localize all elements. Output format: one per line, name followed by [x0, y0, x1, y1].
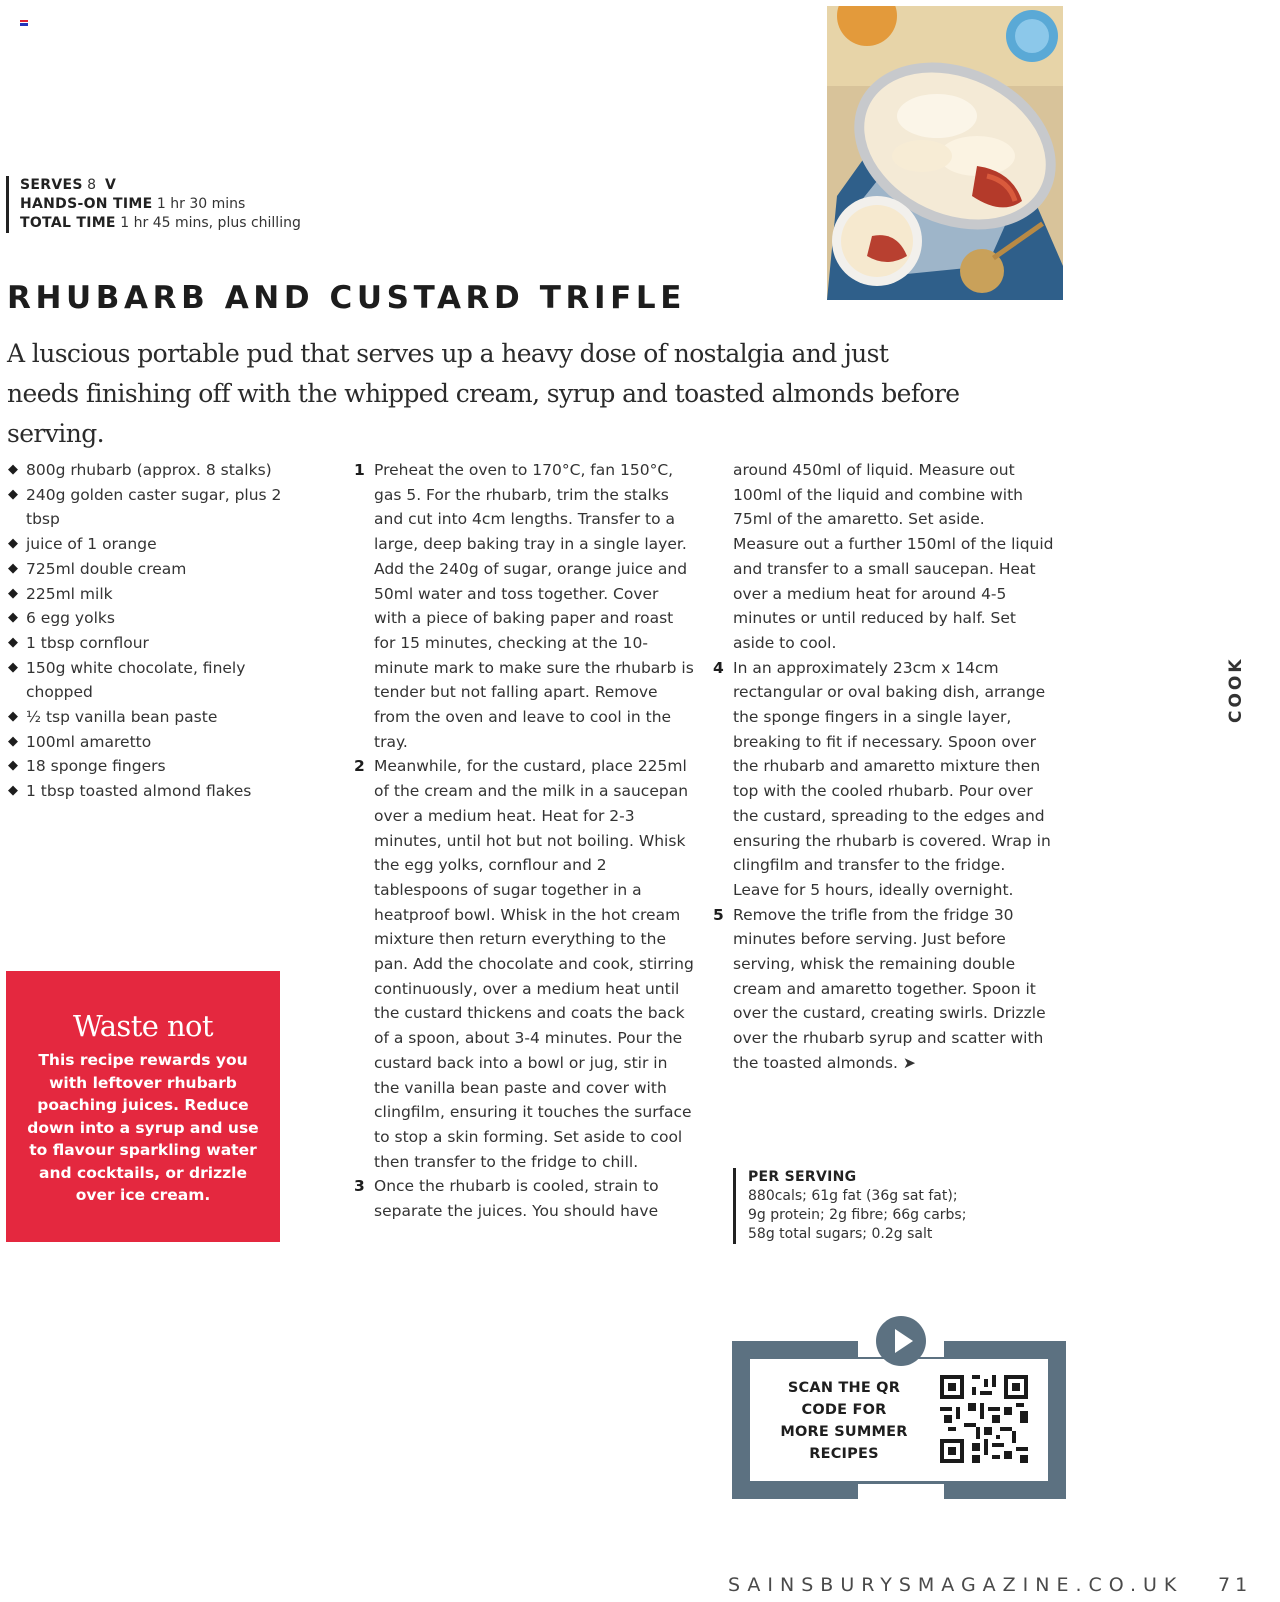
serves-label: SERVES: [20, 177, 83, 193]
ingredients-list: [6, 458, 306, 804]
list-item: ◆ 150g white chocolate, finely chopped: [6, 656, 306, 705]
hands-on-value: 1 hr 30 mins: [156, 196, 246, 212]
list-item: ◆ 1 tbsp cornflour: [6, 631, 306, 656]
list-item: ◆ 240g golden caster sugar, plus 2 tbsp: [6, 483, 306, 532]
arrow-right-icon: ➤: [902, 1053, 916, 1072]
method-step-2: 2 Meanwhile, for the custard, place 225ml of the cream and the milk in a saucepan over a medium heat. Heat for 2-3 minutes, until hot but not boiling. Whisk the egg yolks, cornflour and 2 tablespoons of sugar together in a heatproof bowl. Whisk in the hot cream mixture then return everything to the pan. Add the chocolate and cook, stirring continuously, over a medium heat until the custard thickens and coats the back of a spoon, about 3-4 minutes. Pour the custard back into a bowl or jug, stir in the vanilla bean paste and cover with clingfilm, ensuring it touches the surface to stop a skin forming. Set aside to cool then transfer to the fridge to chill.: [374, 754, 694, 1174]
diamond-bullet-icon: ◆: [8, 709, 18, 725]
list-item: ◆ ½ tsp vanilla bean paste: [6, 705, 306, 730]
total-time-value: 1 hr 45 mins, plus chilling: [120, 215, 301, 231]
vegetarian-mark: V: [105, 177, 117, 193]
page-number: 71: [1218, 1574, 1253, 1596]
diamond-bullet-icon: ◆: [8, 486, 18, 502]
diamond-bullet-icon: ◆: [8, 610, 18, 626]
diamond-bullet-icon: ◆: [8, 462, 18, 477]
list-item: ◆ 18 sponge fingers: [6, 754, 306, 779]
diamond-bullet-icon: ◆: [8, 560, 18, 576]
method-column-1: [354, 458, 694, 1224]
hands-on-label: HANDS-ON TIME: [20, 196, 153, 212]
nutrition-line: 58g total sugars; 0.2g salt: [748, 1226, 933, 1242]
footer-website: SAINSBURYSMAGAZINE.CO.UK: [728, 1574, 1184, 1596]
step-number: 3: [354, 1177, 365, 1196]
step-number: 2: [354, 757, 365, 776]
diamond-bullet-icon: ◆: [8, 536, 18, 552]
step-number: 5: [713, 905, 724, 924]
list-item: ◆ 725ml double cream: [6, 557, 306, 582]
nutrition-label: PER SERVING: [748, 1169, 857, 1185]
recipe-intro: A luscious portable pud that serves up a heavy dose of nostalgia and just needs finishing off with the whipped cream, syrup and toasted almonds before serving.: [7, 339, 960, 448]
nutrition-line: 9g protein; 2g fibre; 66g carbs;: [748, 1207, 967, 1223]
diamond-bullet-icon: ◆: [8, 585, 18, 601]
list-item: ◆ 100ml amaretto: [6, 730, 306, 755]
frame-gap: [858, 1484, 944, 1504]
method-column-2: [713, 458, 1055, 1076]
method-step-3-continued: around 450ml of liquid. Measure out 100ml of the liquid and combine with 75ml of the amaretto. Set aside. Measure out a further 150ml of the liquid and transfer to a small saucepan. Heat over a medium heat for around 4-5 minutes or until reduced by half. Set aside to cool.: [733, 461, 1054, 652]
section-label: COOK: [1226, 656, 1246, 723]
diamond-bullet-icon: ◆: [8, 733, 18, 749]
waste-not-box: [6, 971, 280, 1242]
list-item: ◆ 1 tbsp toasted almond flakes: [6, 779, 306, 804]
qr-code[interactable]: [940, 1375, 1028, 1463]
step-number: 4: [713, 658, 724, 677]
serves-value: 8: [87, 177, 97, 193]
qr-promo-text: SCAN THE QR CODE FOR MORE SUMMER RECIPES: [780, 1380, 908, 1462]
recipe-meta: [6, 176, 301, 233]
trifle-photo: [827, 6, 1063, 300]
list-item: ◆ 225ml milk: [6, 582, 306, 607]
recipe-title: RHUBARB AND CUSTARD TRIFLE: [7, 280, 686, 316]
list-item: ◆ juice of 1 orange: [6, 532, 306, 557]
diamond-bullet-icon: ◆: [8, 758, 18, 774]
diamond-bullet-icon: ◆: [8, 783, 18, 799]
flag-icon: [20, 20, 28, 26]
total-time-label: TOTAL TIME: [20, 215, 116, 231]
diamond-bullet-icon: ◆: [8, 634, 18, 650]
waste-not-heading: Waste not: [73, 1009, 213, 1043]
method-step-4: 4 In an approximately 23cm x 14cm rectangular or oval baking dish, arrange the sponge fingers in a single layer, breaking to fit if necessary. Spoon over the rhubarb and amaretto mixture then top with the cooled rhubarb. Pour over the custard, spreading to the edges and ensuring the rhubarb is covered. Wrap in clingfilm and transfer to the fridge. Leave for 5 hours, ideally overnight.: [733, 656, 1055, 903]
method-step-3: 3 Once the rhubarb is cooled, strain to separate the juices. You should have: [374, 1174, 694, 1223]
list-item: ◆ 6 egg yolks: [6, 606, 306, 631]
nutrition-info: [733, 1168, 966, 1244]
method-step-5: 5 Remove the trifle from the fridge 30 minutes before serving. Just before serving, whisk the remaining double cream and amaretto together. Spoon it over the custard, creating swirls. Drizzle over the rhubarb syrup and scatter with the toasted almonds. ➤: [733, 903, 1055, 1076]
step-number: 1: [354, 461, 365, 479]
method-step-1: 1 Preheat the oven to 170°C, fan 150°C, gas 5. For the rhubarb, trim the stalks and cut into 4cm lengths. Transfer to a large, deep baking tray in a single layer. Add the 240g of sugar, orange juice and 50ml water and toss together. Cover with a piece of baking paper and roast for 15 minutes, checking at the 10-minute mark to make sure the rhubarb is tender but not falling apart. Remove from the oven and leave to cool in the tray.: [374, 458, 694, 754]
diamond-bullet-icon: ◆: [8, 659, 18, 675]
waste-not-body: This recipe rewards you with leftover rhubarb poaching juices. Reduce down into a syrup and use to flavour sparkling water and cocktails, or drizzle over ice cream.: [27, 1051, 259, 1204]
play-icon[interactable]: [876, 1316, 926, 1366]
list-item: ◆ 800g rhubarb (approx. 8 stalks): [6, 458, 306, 483]
nutrition-line: 880cals; 61g fat (36g sat fat);: [748, 1188, 958, 1204]
